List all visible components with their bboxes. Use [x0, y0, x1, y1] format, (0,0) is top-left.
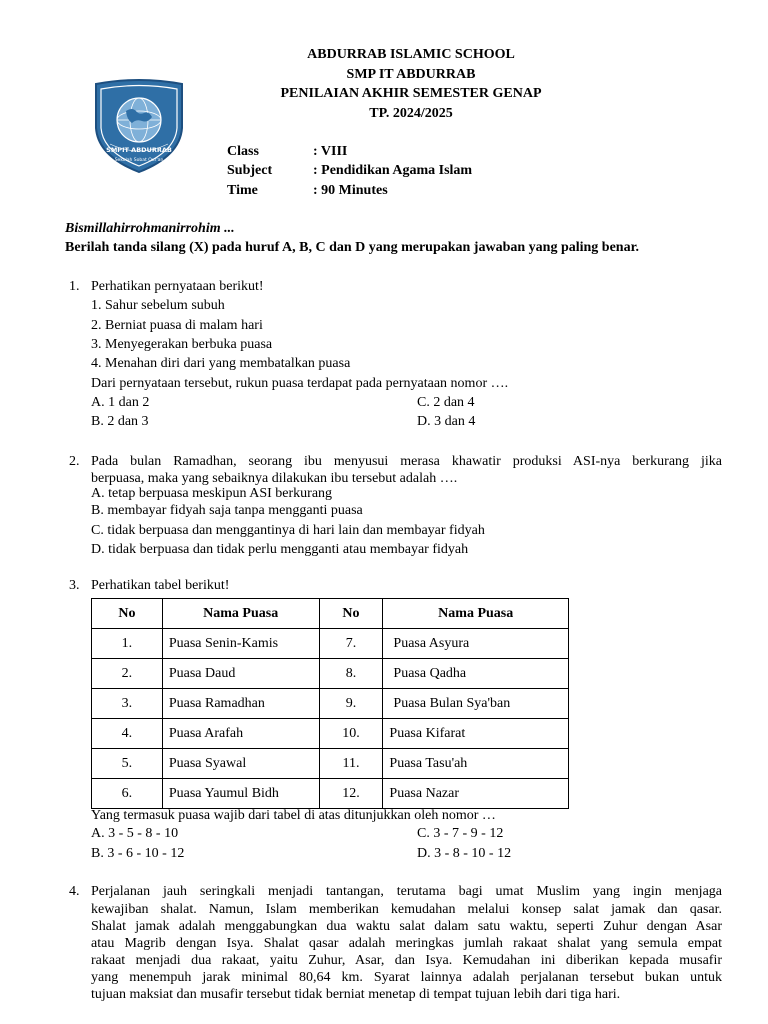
- table-row: [92, 629, 569, 659]
- q2-option-c[interactable]: C. tidak berpuasa dan menggantinya di hari lain dan membayar fidyah: [91, 523, 485, 538]
- table-cell: Puasa Asyura: [383, 629, 569, 659]
- table-cell: 5.: [92, 749, 163, 779]
- q2-number: 2.: [69, 454, 80, 469]
- q3-option-c[interactable]: C. 3 - 7 - 9 - 12: [417, 826, 504, 841]
- q4-line: Perjalanan jauh seringkali menjadi tantangan, terutama bagi umat Muslim yang ingin menjaga: [91, 884, 722, 899]
- q4-line: yang menempuh jarak minimal 80,64 km. Syarat lainnya adalah perjalanan tersebut bukan untuk: [91, 970, 722, 985]
- table-header-row: [92, 599, 569, 629]
- table-row: [92, 779, 569, 809]
- q1-item: 2. Berniat puasa di malam hari: [91, 318, 263, 333]
- table-cell: Puasa Daud: [162, 659, 319, 689]
- table-cell: 7.: [319, 629, 383, 659]
- q3-stem: Perhatikan tabel berikut!: [91, 578, 230, 593]
- table-cell: Puasa Ramadhan: [162, 689, 319, 719]
- q2-stem-line: berpuasa, maka yang sebaiknya dilakukan ibu tersebut adalah ….: [91, 471, 458, 486]
- table-cell: Puasa Tasu'ah: [383, 749, 569, 779]
- table-cell: 8.: [319, 659, 383, 689]
- q1-item: 4. Menahan diri dari yang membatalkan puasa: [91, 356, 351, 371]
- table-header-cell: No: [319, 599, 383, 629]
- time-value: : 90 Minutes: [313, 183, 388, 198]
- exam-title: PENILAIAN AKHIR SEMESTER GENAP: [280, 86, 542, 101]
- q3-number: 3.: [69, 578, 80, 593]
- q1-option-d[interactable]: D. 3 dan 4: [417, 414, 476, 429]
- table-cell: 1.: [92, 629, 163, 659]
- school-logo: [90, 78, 188, 174]
- table-header-cell: No: [92, 599, 163, 629]
- q4-line: Shalat jamak adalah menggabungkan dua waktu salat dalam satu waktu, seperti Zuhur dengan Asar: [91, 919, 722, 934]
- opening-phrase: Bismillahirrohmanirrohim ...: [65, 221, 235, 236]
- q1-option-c[interactable]: C. 2 dan 4: [417, 395, 475, 410]
- table-header-cell: Nama Puasa: [162, 599, 319, 629]
- q1-option-a[interactable]: A. 1 dan 2: [91, 395, 150, 410]
- school-name: ABDURRAB ISLAMIC SCHOOL: [307, 47, 515, 62]
- unit-name: SMP IT ABDURRAB: [346, 67, 476, 82]
- q2-option-b[interactable]: B. membayar fidyah saja tanpa mengganti puasa: [91, 503, 363, 518]
- class-label: Class: [227, 144, 259, 159]
- table-cell: 3.: [92, 689, 163, 719]
- table-cell: Puasa Arafah: [162, 719, 319, 749]
- class-value: : VIII: [313, 144, 348, 159]
- q1-option-b[interactable]: B. 2 dan 3: [91, 414, 149, 429]
- q1-stem: Perhatikan pernyataan berikut!: [91, 279, 264, 294]
- table-cell: 12.: [319, 779, 383, 809]
- instruction: Berilah tanda silang (X) pada huruf A, B, C dan D yang merupakan jawaban yang paling benar.: [65, 240, 640, 255]
- table-cell: Puasa Kifarat: [383, 719, 569, 749]
- table-cell: Puasa Yaumul Bidh: [162, 779, 319, 809]
- q3-question: Yang termasuk puasa wajib dari tabel di atas ditunjukkan oleh nomor …: [91, 808, 496, 823]
- subject-label: Subject: [227, 163, 273, 178]
- q4-line: kewajiban shalat. Namun, Islam memberikan kemudahan melalui konsep salat jamak dan qasar.: [91, 902, 722, 917]
- q4-line: tujuan maksiat dan musafir tersebut tidak berniat menetap di tempat tujuan lebih dari tiga hari.: [91, 987, 621, 1002]
- table-row: [92, 659, 569, 689]
- table-row: [92, 689, 569, 719]
- q3-option-a[interactable]: A. 3 - 5 - 8 - 10: [91, 826, 179, 841]
- q4-number: 4.: [69, 884, 80, 899]
- time-label: Time: [227, 183, 258, 198]
- svg-text:Sekolah Sobat Qur'an: Sekolah Sobat Qur'an: [114, 158, 164, 163]
- academic-year: TP. 2024/2025: [369, 106, 453, 121]
- table-cell: 4.: [92, 719, 163, 749]
- q2-option-a[interactable]: A. tetap berpuasa meskipun ASI berkurang: [91, 486, 333, 501]
- table-cell: 2.: [92, 659, 163, 689]
- table-cell: Puasa Qadha: [383, 659, 569, 689]
- q1-item: 1. Sahur sebelum subuh: [91, 298, 225, 313]
- table-cell: Puasa Bulan Sya'ban: [383, 689, 569, 719]
- table-header-cell: Nama Puasa: [383, 599, 569, 629]
- table-cell: 11.: [319, 749, 383, 779]
- table-cell: 9.: [319, 689, 383, 719]
- q1-item: 3. Menyegerakan berbuka puasa: [91, 337, 273, 352]
- q2-option-d[interactable]: D. tidak berpuasa dan tidak perlu mengganti atau membayar fidyah: [91, 542, 469, 557]
- table-cell: 10.: [319, 719, 383, 749]
- puasa-table: [91, 598, 569, 809]
- q3-option-b[interactable]: B. 3 - 6 - 10 - 12: [91, 846, 185, 861]
- q4-line: atau Magrib dengan Isya. Shalat qasar adalah meringkas jumlah rakaat shalat yang semula empat: [91, 936, 722, 951]
- table-row: [92, 749, 569, 779]
- table-row: [92, 719, 569, 749]
- subject-value: : Pendidikan Agama Islam: [313, 163, 473, 178]
- table-cell: Puasa Nazar: [383, 779, 569, 809]
- q1-question: Dari pernyataan tersebut, rukun puasa terdapat pada pernyataan nomor ….: [91, 376, 509, 391]
- table-cell: Puasa Senin-Kamis: [162, 629, 319, 659]
- q2-stem-line: Pada bulan Ramadhan, seorang ibu menyusui merasa khawatir produksi ASI-nya berkurang jika: [91, 454, 722, 469]
- q3-option-d[interactable]: D. 3 - 8 - 10 - 12: [417, 846, 512, 861]
- table-cell: 6.: [92, 779, 163, 809]
- table-cell: Puasa Syawal: [162, 749, 319, 779]
- svg-text:SMPIT ABDURRAB: SMPIT ABDURRAB: [106, 146, 172, 154]
- q1-number: 1.: [69, 279, 80, 294]
- q4-line: rakaat menjadi dua rakaat, yaitu Zuhur, Asar, dan Isya. Kemudahan ini diberikan kepada musafir: [91, 953, 722, 968]
